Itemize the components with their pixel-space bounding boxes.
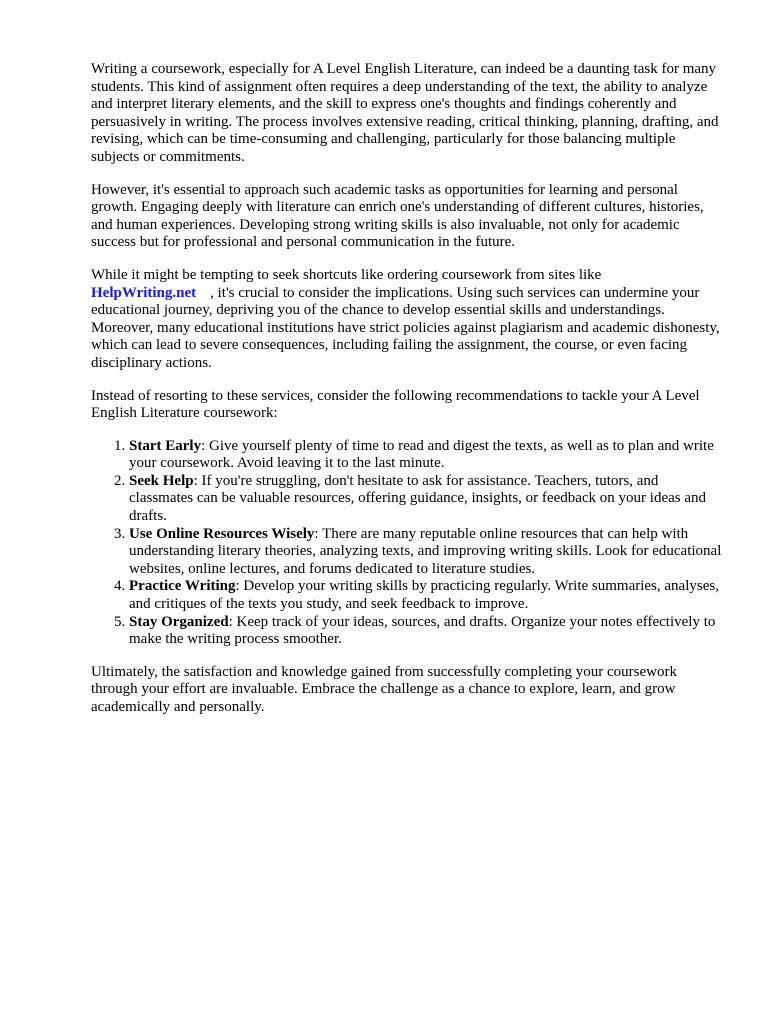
list-item — [129, 473, 723, 526]
recommendations-list — [91, 438, 723, 649]
list-item — [129, 578, 723, 613]
list-item — [129, 526, 723, 579]
list-item-text: : Give yourself plenty of time to read and digest the texts, as well as to plan and write your coursework. Avoid leaving it to the last minute. — [129, 437, 714, 472]
list-item-title: Seek Help — [129, 472, 194, 489]
list-item-title: Stay Organized — [129, 613, 229, 630]
list-item-title: Start Early — [129, 437, 202, 454]
document-page — [91, 61, 723, 732]
list-item-text: : If you're struggling, don't hesitate to ask for assistance. Teachers, tutors, and classmates can be valuable resources, offering guidance, insights, or feedback on your ideas and drafts. — [129, 472, 707, 525]
intro-paragraph: Writing a coursework, especially for A Level English Literature, can indeed be a daunting task for many students. This kind of assignment often requires a deep understanding of the text, the ability to analyze and interpret literary elements, and the skill to express one's thoughts and findings coherently and persuasively in writing. The process involves extensive reading, critical thinking, planning, drafting, and revising, which can be time-consuming and challenging, particularly for those balancing multiple subjects or commitments. — [91, 61, 719, 165]
shortcuts-text-after-link: , it's crucial to consider the implications. Using such services can undermine your educational journey, depriving you of the chance to develop essential skills and understandings. Moreover, many educational institutions have strict policies against plagiarism and academic dishonesty, which can lead to severe consequences, including failing the assignment, the course, or even facing disciplinary actions. — [91, 284, 720, 371]
helpwriting-link[interactable]: HelpWriting.net — [91, 284, 197, 301]
growth-paragraph: However, it's essential to approach such academic tasks as opportunities for learning and personal growth. Engaging deeply with literature can enrich one's understanding of different cultures, histories, and human experiences. Developing strong writing skills is also invaluable, not only for academic success but for professional and personal communication in the future. — [91, 181, 704, 251]
list-item-text: : There are many reputable online resources that can help with understanding literary theories, analyzing texts, and improving writing skills. Look for educational websites, online lectures, and forums dedicated to literature studies. — [129, 525, 722, 577]
recommendations-intro-paragraph: Instead of resorting to these services, consider the following recommendations to tackle your A Level English Literature coursework: — [91, 387, 700, 422]
list-item-text: : Develop your writing skills by practicing regularly. Write summaries, analyses, and critiques of the texts you study, and seek feedback to improve. — [129, 578, 719, 613]
conclusion-paragraph: Ultimately, the satisfaction and knowledge gained from successfully completing your coursework through your effort are invaluable. Embrace the challenge as a chance to explore, learn, and grow academically and personally. — [91, 663, 677, 715]
list-item-text: : Keep track of your ideas, sources, and drafts. Organize your notes effectively to make the writing process smoother. — [129, 613, 716, 648]
list-item-title: Practice Writing — [129, 578, 236, 595]
list-item-title: Use Online Resources Wisely — [129, 525, 315, 542]
list-item — [129, 438, 723, 473]
list-item — [129, 614, 723, 649]
shortcuts-paragraph — [91, 267, 723, 373]
shortcuts-text-before-link: While it might be tempting to seek shortcuts like ordering coursework from sites like — [91, 266, 602, 283]
